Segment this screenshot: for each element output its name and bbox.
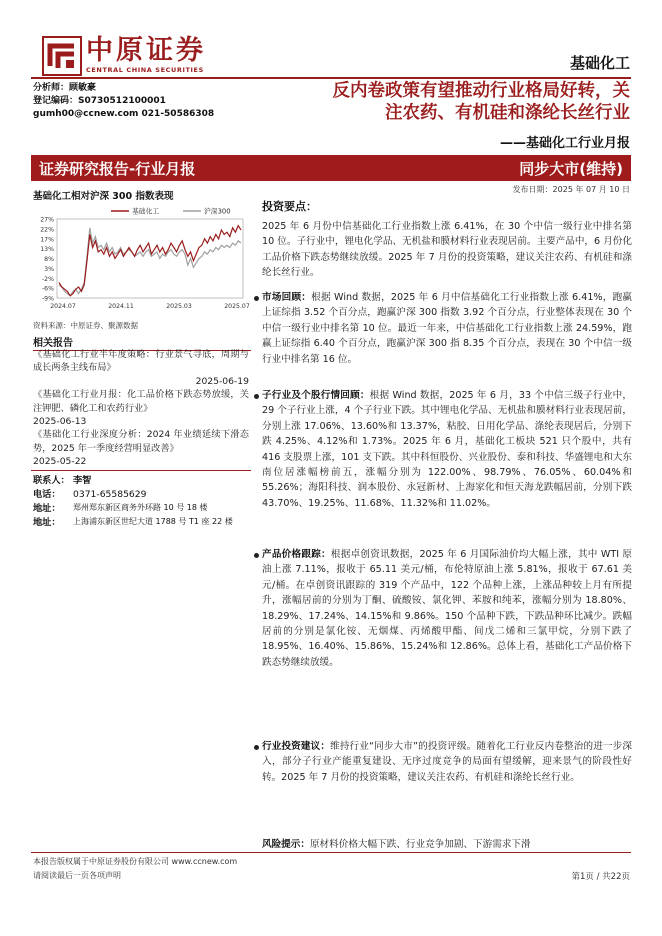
y-tick-label: 17% [40, 236, 54, 244]
analyst-name: 顾敏豪 [69, 83, 97, 93]
price-tracking-text: 根据卓创资讯数据，2025 年 6 月国际油价均大幅上涨，其中 WTI 原油上涨 7.11%，报收于 65.11 美元/桶，布伦特原油上涨 5.81%，报收于 67.61 美元/桶。在卓创资讯跟踪的 319 个产品中，122 个品种上涨，上涨品种较上月有所提升，涨幅居前的分别为丁酮、硫酸铵、氯化钾、苯胺和纯苯，涨幅分别为 18.80%、18.29%、17.24%、14.15%和 9.86%。150 个品种下跌，下跌品种环比减少。跌幅居前的分别是氯化铵、无烟煤、丙烯酸甲酯、间戊二烯和三氯甲烷，分别下跌了 18.95%、16.40%、15.86%、15.24%和 12.86%。总体上看，基础化工产品价格下跌态势继续放缓。 [262, 549, 632, 668]
analyst-contact: gumh00@ccnew.com 021-50586308 [33, 109, 215, 119]
footer-disclaimer[interactable]: 请阅读最后一页各项声明 [33, 871, 121, 880]
report-title [270, 80, 630, 124]
bullet-icon [254, 394, 259, 399]
y-tick-label: 8% [44, 256, 54, 263]
contact-person: 李智 [73, 475, 92, 486]
related-report-title[interactable]: 《基础化工行业半年度策略：行业景气寻底，周期与成长两条主线布局》 [33, 349, 249, 374]
subsector-review-text: 根据 Wind 数据，2025 年 6 月，33 个中信三级子行业中，29 个子行业上涨，4 个子行业下跌。其中锂电化学品、无机盐和膜材料行业表现居前，分别上涨 17.06%、13.60%和 13.37%，粘胶、日用化学品、涤纶表现居后，分别下跌 4.25%、4.12%和 1.73%。2025 年 6 月，基础化工板块 521 只个股中，共有 416 支股票上涨，101 支下跌。其中科恒股份、兴业股份、泰和科技、华盛锂电和大东南位居涨幅榜前五，涨幅分别为 122.00%、98.79%、76.05%、60.04%和 55.26%；海阳科技、润本股份、永冠新材、上海家化和恒天海龙跌幅居前，分别下跌 43.70%、19.25%、11.68%、11.32%和 11.02%。 [262, 390, 633, 509]
market-review-text: 根据 Wind 数据，2025 年 6 月中信基础化工行业指数上涨 6.41%，跑赢上证综指 3.52 个百分点，跑赢沪深 300 指数 3.92 个百分点，行业整体表现在 30 个中信一级行业中排名第 10 位。最近一年来，中信基础化工行业指数上涨 24.59%，跑赢上证综指 6.40 个百分点，跑赢沪深 300 指 8.35 个百分点，表现在 30 个中信一级行业中排名第 16 位。 [262, 292, 633, 365]
legend-label: 沪深300 [204, 207, 231, 216]
header-divider [31, 77, 631, 79]
y-tick-label: 3% [44, 265, 54, 273]
footer-divider [31, 852, 631, 853]
risk-text: 原材料价格大幅下跌、行业竞争加剧、下游需求下滑 [309, 839, 531, 850]
bullet-icon [254, 745, 259, 750]
reg-label: 登记编码： [33, 96, 79, 106]
investment-advice-text: 维持行业“同步大市”的投资评级。随着化工行业反内卷整治的进一步深入，部分子行业产能重复建设、无序过度竞争的局面有望缓解，迎来景气的阶段性好转。2025 年 7 月份的投资策略，建议关注农药、有机硅和涤纶长丝行业。 [262, 741, 632, 783]
y-tick-label: 27% [40, 216, 54, 224]
plot-frame [57, 219, 243, 298]
investment-advice-title: 行业投资建议： [262, 741, 331, 752]
related-report-title[interactable]: 《基础化工行业深度分析：2024 年业绩延续下滑态势，2025 年一季度经营明显改善》 [33, 429, 249, 454]
report-title-line1: 反内卷政策有望推动行业格局好转，关 [332, 81, 630, 101]
rating: 同步大市(维持) [519, 160, 623, 178]
report-subtitle: ——基础化工行业月报 [499, 136, 630, 151]
market-review [262, 290, 632, 367]
subsector-review [262, 388, 632, 511]
page-number: 第1页 / 共22页 [571, 872, 630, 882]
related-report-date: 2025-06-19 [195, 375, 249, 387]
contact-person-label: 联系人： [33, 475, 70, 486]
related-reports-heading: 相关报告 [33, 334, 251, 351]
y-tick-label: -9% [41, 295, 54, 303]
related-report-date: 2025-05-22 [33, 456, 87, 468]
y-tick-label: 13% [40, 246, 54, 254]
company-logo-icon [42, 36, 82, 76]
company-name-cn: 中原证券 [86, 35, 206, 66]
y-tick-label: -6% [41, 285, 54, 293]
key-points-heading: 投资要点： [262, 200, 317, 213]
publish-date: 发布日期：2025 年 07 月 10 日 [512, 185, 630, 194]
address-zhengzhou: 郑州郑东新区商务外环路 10 号 18 楼 [73, 503, 208, 512]
footer-copyright: 本报告版权属于中原证券股份有限公司 www.ccnew.com [33, 857, 238, 866]
bullet-icon [254, 553, 259, 558]
related-report-title[interactable]: 《基础化工行业月报：化工品价格下跌态势放缓，关注钾肥、磷化工和农药行业》 [33, 389, 249, 414]
phone-label: 电话： [33, 489, 61, 500]
report-banner [31, 155, 631, 181]
x-tick-label: 2025.03 [166, 303, 192, 310]
chart-source: 资料来源：中原证券、聚源数据 [33, 321, 138, 330]
subsector-review-title: 子行业及个股行情回顾： [262, 390, 370, 401]
reg-code: S0730512100001 [78, 96, 166, 106]
market-review-title: 市场回顾： [262, 292, 312, 303]
price-tracking-title: 产品价格跟踪： [262, 549, 331, 560]
phone-value: 0371-65585629 [73, 489, 147, 500]
report-type: 证券研究报告-行业月报 [39, 160, 196, 178]
related-reports-list [33, 348, 249, 469]
bullet-icon [254, 296, 259, 301]
x-tick-label: 2024.11 [108, 303, 134, 310]
chart-title: 基础化工相对沪深 300 指数表现 [33, 191, 174, 202]
analyst-info [33, 82, 214, 121]
key-points-intro: 2025 年 6 月份中信基础化工行业指数上涨 6.41%，在 30 个中信一级行业中排名第 10 位。子行业中，锂电化学品、无机盐和膜材料行业表现居前。主要产品中，6 月份化工品价格下跌态势继续放缓。2025 年 7 月份的投资策略，建议关注农药、有机硅和涤纶长丝行业。 [262, 221, 632, 279]
analyst-label: 分析师： [33, 83, 70, 93]
relative-performance-chart [31, 203, 251, 315]
price-tracking [262, 547, 632, 670]
x-tick-label: 2025.07 [224, 303, 250, 310]
legend-label: 基础化工 [132, 207, 160, 216]
sector-tag: 基础化工 [569, 54, 630, 72]
contact-divider [31, 470, 251, 471]
report-title-line2: 注农药、有机硅和涤纶长丝行业 [385, 103, 630, 123]
risk-title: 风险提示： [262, 839, 310, 850]
related-report-date: 2025-06-13 [33, 416, 87, 428]
contact-block [33, 474, 251, 530]
address-label: 地址： [33, 503, 61, 514]
y-tick-label: -2% [41, 275, 54, 283]
address-label: 地址： [33, 517, 61, 528]
y-tick-label: 22% [40, 226, 54, 234]
investment-advice [262, 739, 632, 785]
risk-warning [262, 836, 531, 850]
x-tick-label: 2024.07 [50, 303, 76, 310]
address-shanghai: 上海浦东新区世纪大道 1788 号 T1 座 22 楼 [73, 517, 233, 526]
company-name-en: CENTRAL CHINA SECURITIES [86, 66, 204, 74]
